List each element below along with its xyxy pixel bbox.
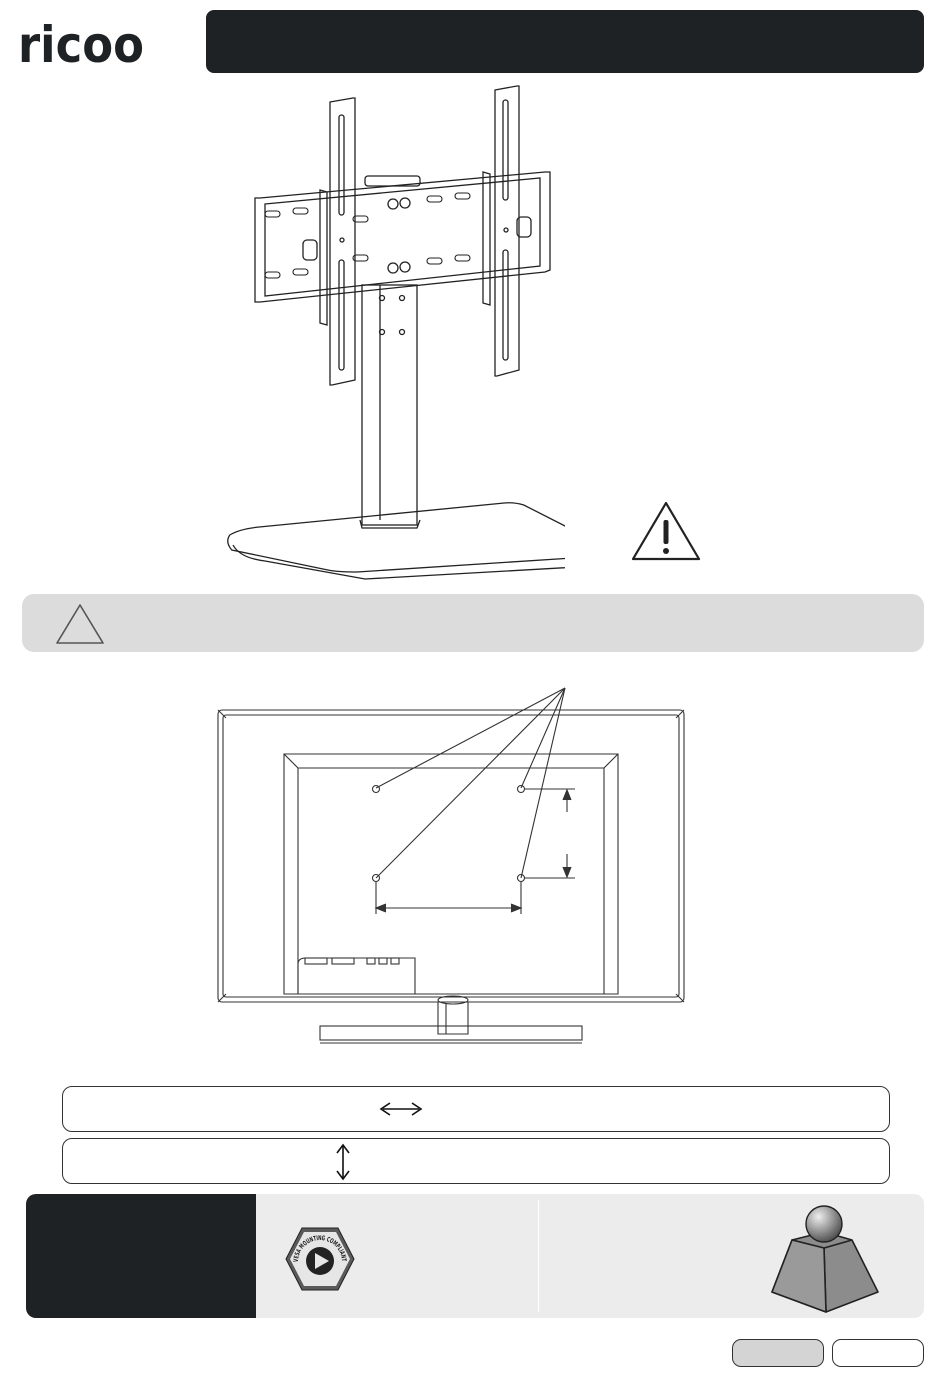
page-tab-2[interactable] — [832, 1339, 924, 1367]
warning-triangle-icon — [630, 500, 702, 562]
caution-triangle-icon — [54, 602, 106, 646]
vesa-badge-text: VESA MOUNTING COMPLIANT — [291, 1233, 349, 1264]
vesa-mounting-compliant-badge-icon — [284, 1226, 356, 1292]
notice-bar — [22, 594, 924, 652]
page-tab-1[interactable] — [732, 1339, 824, 1367]
tv-back-view-icon — [210, 682, 690, 1050]
weight-load-icon — [766, 1198, 884, 1314]
tv-stand-drawing-icon — [225, 80, 565, 580]
double-arrow-vertical-icon — [333, 1143, 353, 1181]
title-bar — [206, 10, 924, 73]
feature-bar — [26, 1194, 924, 1318]
vertical-spec-box — [62, 1138, 890, 1184]
feature-dark-panel — [26, 1194, 256, 1318]
double-arrow-horizontal-icon — [379, 1099, 423, 1119]
logo-text: ricoo — [18, 16, 144, 70]
horizontal-spec-box — [62, 1086, 890, 1132]
feature-divider — [538, 1200, 539, 1312]
ricoo-logo-icon — [18, 10, 148, 70]
